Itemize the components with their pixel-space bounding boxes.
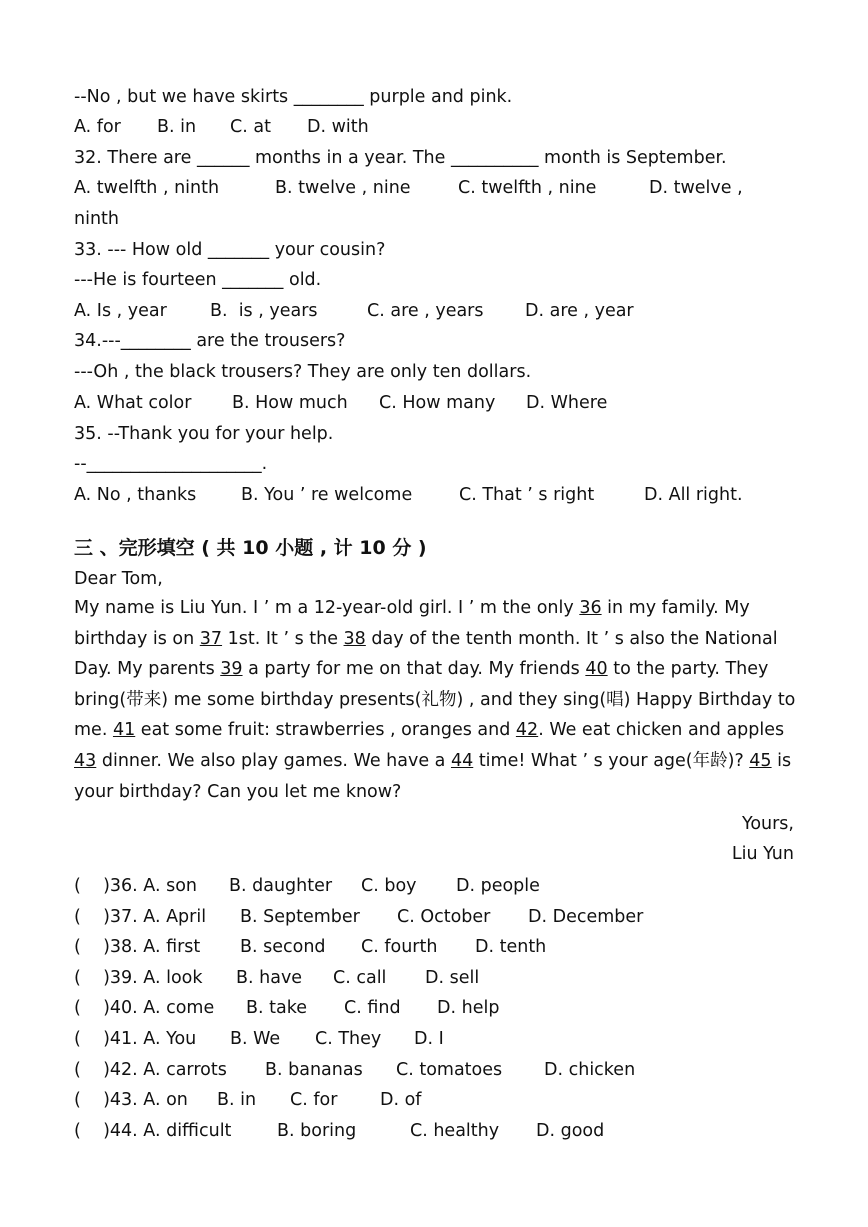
cloze-question-option-a: ( )38. A. first (74, 937, 201, 958)
cloze-row (74, 1059, 774, 1081)
question-35-text: 35. --Thank you for your help. (74, 424, 334, 444)
cloze-row (74, 1028, 774, 1050)
cloze-option-c: C. find (344, 998, 401, 1019)
cloze-option-c: C. boy (361, 876, 417, 896)
question-35-options (74, 484, 796, 506)
cloze-option-c: C. healthy (410, 1120, 500, 1141)
question-32-option-wrap: ninth (74, 209, 119, 229)
option-d: D. All right. (644, 485, 743, 505)
option-a: A. for (74, 117, 121, 137)
cloze-option-c: C. call (333, 967, 387, 988)
cloze-row (74, 997, 774, 1019)
option-a: A. No , thanks (74, 485, 197, 505)
cloze-row (74, 1120, 774, 1142)
option-d: D. Where (526, 393, 608, 413)
blank-number: 36 (579, 598, 602, 618)
cloze-option-d: D. I (414, 1029, 444, 1049)
blank-number: 44 (450, 750, 474, 771)
option-b: B. twelve , nine (275, 178, 411, 198)
cloze-question-option-a: ( )40. A. come (74, 998, 215, 1019)
option-c: C. That ’ s right (459, 485, 595, 505)
cloze-row (74, 936, 774, 958)
passage-text: is your birthday? Can you let me know? (74, 750, 792, 802)
question-32-options (74, 177, 796, 199)
cloze-option-b: B. second (240, 937, 326, 958)
option-b: B. You ’ re welcome (241, 485, 413, 505)
passage-text: 1st. It ’ s the (222, 628, 344, 649)
cloze-question-option-a: ( )36. A. son (74, 876, 198, 896)
passage-text: My name is Liu Yun. I ’ m a 12-year-old girl. I ’ m the only (74, 598, 580, 618)
cloze-option-b: B. boring (277, 1120, 357, 1141)
question-34-answer-text: ---Oh , the black trousers? They are only ten dollars. (74, 362, 532, 382)
letter-signature: Liu Yun (731, 844, 794, 864)
cloze-question-option-a: ( )39. A. look (74, 967, 203, 988)
cloze-option-c: C. tomatoes (396, 1059, 503, 1080)
cloze-option-d: D. of (380, 1090, 422, 1111)
letter-greeting: Dear Tom, (74, 569, 163, 589)
cloze-option-d: D. chicken (544, 1059, 636, 1080)
cloze-option-c: C. for (290, 1090, 338, 1111)
letter-passage (74, 593, 796, 807)
cloze-row (74, 967, 774, 989)
question-34-text: 34.---________ are the trousers? (74, 331, 346, 351)
passage-text: . We eat chicken and apples (538, 720, 785, 741)
cloze-row (74, 875, 774, 897)
blank-number: 43 (74, 750, 97, 771)
blank-number: 41 (112, 720, 136, 741)
question-33-text: 33. --- How old _______ your cousin? (74, 240, 386, 260)
blank-number: 40 (585, 659, 608, 680)
passage-text: time! What ’ s your age(年龄)? (473, 750, 750, 771)
blank-number: 42 (515, 720, 539, 741)
cloze-option-b: B. We (230, 1029, 281, 1049)
blank-number: 39 (220, 659, 243, 680)
cloze-option-b: B. bananas (265, 1059, 363, 1080)
option-a: A. What color (74, 393, 192, 413)
question-34-options (74, 392, 774, 414)
cloze-question-option-a: ( )41. A. You (74, 1029, 197, 1049)
cloze-option-d: D. help (437, 998, 500, 1019)
option-d: D. with (307, 117, 369, 137)
question-31-options (74, 116, 774, 138)
cloze-option-b: B. daughter (229, 876, 333, 896)
question-32-text: 32. There are ______ months in a year. The __________ month is September. (74, 148, 727, 168)
option-a: A. twelfth , ninth (74, 178, 220, 198)
option-d: D. are , year (525, 301, 634, 321)
cloze-option-d: D. sell (425, 967, 480, 988)
passage-text: dinner. We also play games. We have a (96, 750, 451, 771)
option-b: B. How much (232, 393, 348, 413)
question-35-answer-text: --____________________. (74, 454, 268, 474)
question-33-options (74, 300, 774, 322)
cloze-option-d: D. good (536, 1120, 605, 1141)
cloze-option-d: D. December (528, 906, 644, 927)
option-a: A. Is , year (74, 301, 167, 321)
option-c: C. at (230, 117, 271, 137)
passage-text: to the party. They bring(带来) me some birthday presents(礼物) , and they sing(唱) Happy Birthday to me. (74, 659, 796, 741)
blank-number: 38 (343, 628, 366, 649)
cloze-option-b: B. in (217, 1090, 257, 1111)
option-c: C. twelfth , nine (458, 178, 597, 198)
cloze-option-c: C. They (315, 1029, 382, 1049)
option-c: C. are , years (367, 301, 484, 321)
cloze-row (74, 906, 774, 928)
section-heading: 三 、完形填空 ( 共 10 小题 , 计 10 分 ) (74, 537, 427, 559)
cloze-question-option-a: ( )42. A. carrots (74, 1059, 227, 1080)
option-b: B. in (157, 117, 197, 137)
cloze-question-option-a: ( )37. A. April (74, 906, 207, 927)
passage-text: day of the tenth month. It ’ s also the National Day. My parents (74, 628, 778, 680)
passage-text: in my family. My birthday is on (74, 598, 750, 649)
question-31-text: --No , but we have skirts ________ purple and pink. (74, 87, 513, 107)
option-c: C. How many (379, 393, 496, 413)
cloze-question-option-a: ( )44. A. difficult (74, 1120, 232, 1141)
blank-number: 37 (199, 628, 223, 649)
cloze-option-c: C. October (397, 906, 491, 927)
passage-text: eat some fruit: strawberries , oranges and (135, 720, 516, 741)
cloze-option-c: C. fourth (361, 937, 438, 958)
cloze-option-d: D. people (456, 876, 540, 896)
cloze-option-b: B. have (236, 967, 303, 988)
option-b: B. is , years (210, 301, 318, 321)
cloze-option-d: D. tenth (475, 937, 547, 958)
passage-text: a party for me on that day. My friends (242, 659, 586, 680)
cloze-option-b: B. September (240, 906, 360, 927)
option-d: D. twelve , (649, 178, 743, 198)
cloze-option-b: B. take (246, 998, 307, 1019)
question-33-answer-text: ---He is fourteen _______ old. (74, 270, 322, 290)
letter-closing: Yours, (741, 814, 794, 834)
cloze-row (74, 1089, 774, 1111)
cloze-question-option-a: ( )43. A. on (74, 1090, 188, 1111)
blank-number: 45 (749, 750, 772, 771)
